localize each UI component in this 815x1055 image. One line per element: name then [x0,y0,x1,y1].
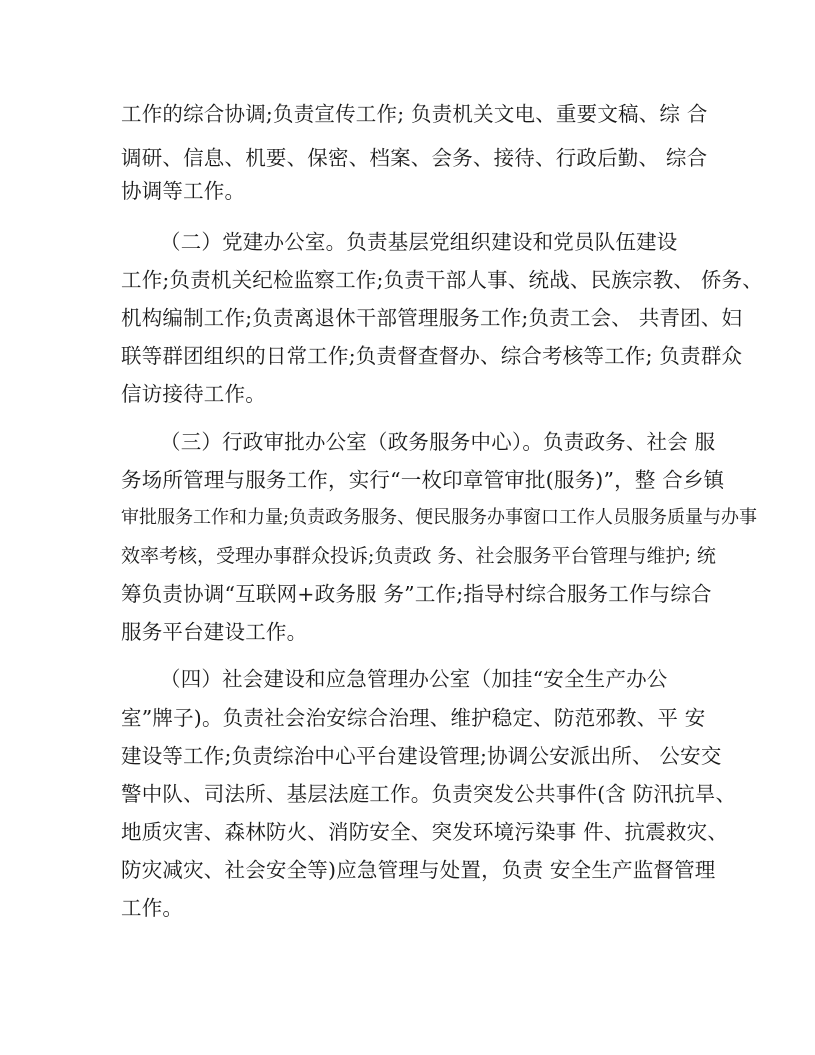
section-heading-line: （三）行政审批办公室（政务服务中心）。负责政务、社会 服 [160,430,716,454]
text-line: 防灾减灾、社会安全等)应急管理与处置，负责 安全生产监督管理 [121,858,716,882]
section-heading-line: （四）社会建设和应急管理办公室（加挂“安全生产办公 [160,667,668,691]
text-line: 服务平台建设工作。 [121,620,308,644]
text-line: 调研、信息、机要、保密、档案、会务、接待、行政后勤、 综合 [121,146,708,170]
text-line: 地质灾害、森林防火、消防安全、突发环境污染事 件、抗震救灾、 [121,820,729,844]
text-line: 联等群团组织的日常工作;负责督查督办、综合考核等工作; 负责群众 [121,344,743,368]
text-line: 工作。 [121,896,184,920]
text-line: 审批服务工作和力量;负责政务服务、便民服务办事窗口工作人员服务质量与办事 [121,507,758,528]
section-heading-line: （二）党建办公室。负责基层党组织建设和党员队伍建设 [160,230,678,254]
text-line: 筹负责协调“互联网+政务服 务”工作;指导村综合服务工作与综合 [121,582,712,606]
text-line: 工作;负责机关纪检监察工作;负责干部人事、统战、民族宗教、 侨务、 [121,268,763,292]
text-line: 效率考核，受理办事群众投诉;负责政 务、社会服务平台管理与维护; 统 [121,545,716,567]
text-line: 协调等工作。 [121,179,246,203]
text-line: 信访接待工作。 [121,382,266,406]
text-line: 室”牌子)。负责社会治安综合治理、维护稳定、防范邪教、平 安 [121,706,706,730]
text-line: 机构编制工作;负责离退休干部管理服务工作;负责工会、 共青团、妇 [121,306,743,330]
text-line: 警中队、司法所、基层法庭工作。负责突发公共事件(含 防汛抗旱、 [121,782,737,806]
text-line: 建设等工作;负责综治中心平台建设管理;协调公安派出所、 公安交 [121,744,722,768]
text-line: 务场所管理与服务工作，实行“一枚印章管审批(服务)”，整 合乡镇 [121,468,725,492]
text-line: 工作的综合协调;负责宣传工作; 负责机关文电、重要文稿、综 合 [121,102,708,126]
